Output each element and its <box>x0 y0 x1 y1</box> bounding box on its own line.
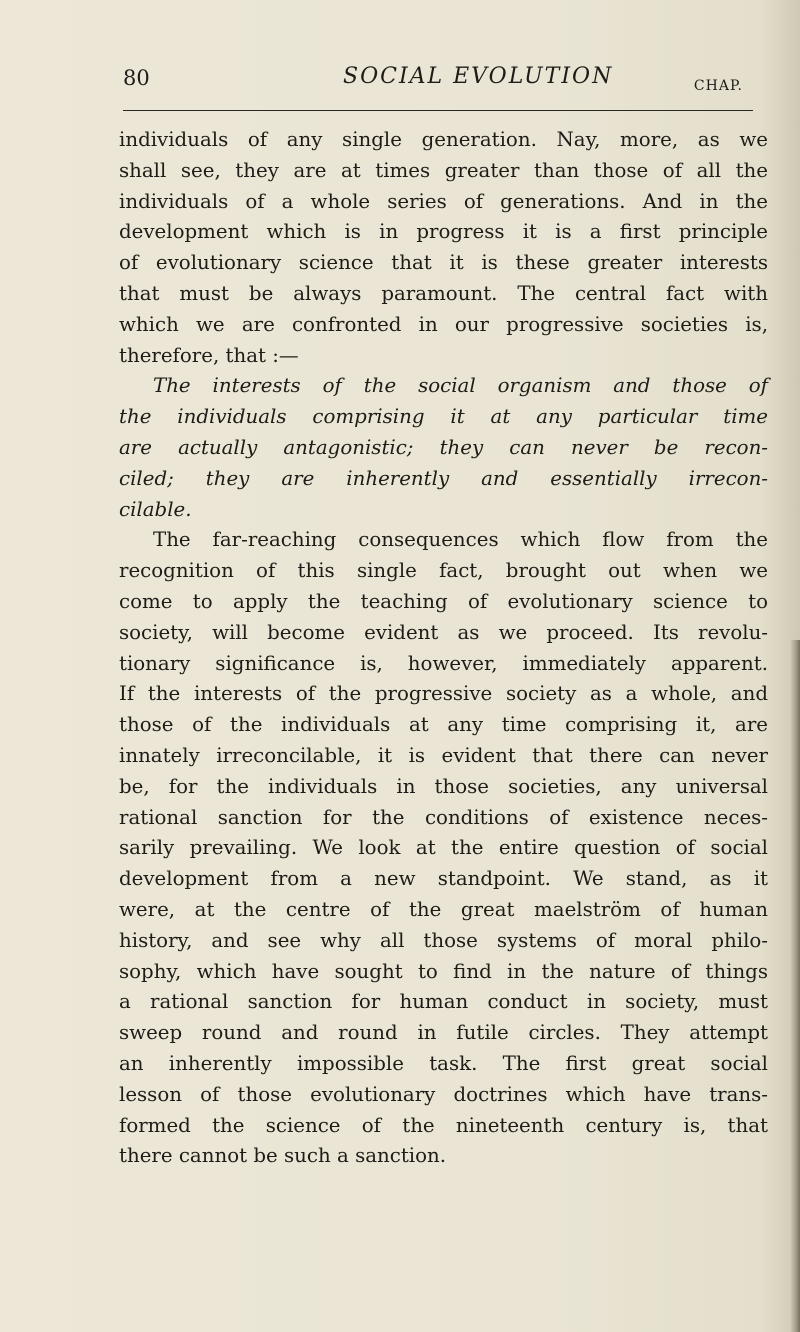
text-line: If the interests of the progressive society as a whole, and <box>119 682 768 706</box>
text-line: that must be always paramount. The central fact with <box>119 281 768 305</box>
text-line: be, for the individuals in those societies, any universal <box>119 774 768 798</box>
text-line: development from a new standpoint. We stand, as it <box>119 867 768 891</box>
italic-proposition-line: ciled; they are inherently and essentially irrecon- <box>119 466 768 490</box>
text-line: lesson of those evolutionary doctrines which have trans- <box>119 1082 768 1106</box>
italic-proposition-line: The interests of the social organism and those of <box>153 374 768 398</box>
text-line: of evolutionary science that it is these greater interests <box>119 251 768 275</box>
text-line: society, will become evident as we proceed. Its revolu- <box>119 620 768 644</box>
text-line: an inherently impossible task. The first great social <box>119 1051 768 1075</box>
text-line: tionary significance is, however, immediately apparent. <box>119 651 768 675</box>
chapter-label: CHAP. <box>693 78 743 94</box>
text-line: individuals of a whole series of generations. And in the <box>119 189 768 213</box>
italic-proposition-line: the individuals comprising it at any particular time <box>119 405 768 429</box>
text-line: there cannot be such a sanction. <box>119 1144 447 1168</box>
italic-proposition-line: are actually antagonistic; they can never be recon- <box>119 435 768 459</box>
text-line: which we are confronted in our progressive societies is, <box>119 312 768 336</box>
text-line: a rational sanction for human conduct in society, must <box>119 990 768 1014</box>
text-line: sarily prevailing. We look at the entire question of social <box>119 836 768 860</box>
text-line: sophy, which have sought to find in the nature of things <box>119 959 768 983</box>
text-line: sweep round and round in futile circles. They attempt <box>119 1021 768 1045</box>
text-line: therefore, that :— <box>119 343 299 367</box>
text-line: formed the science of the nineteenth century is, that <box>119 1113 768 1137</box>
text-line: were, at the centre of the great maelström of human <box>119 897 768 921</box>
text-line: innately irreconcilable, it is evident that there can never <box>119 743 768 767</box>
text-line: rational sanction for the conditions of existence neces- <box>119 805 768 829</box>
text-line: come to apply the teaching of evolutionary science to <box>119 589 768 613</box>
text-line: shall see, they are at times greater than those of all the <box>119 158 768 182</box>
body-text <box>119 125 768 1172</box>
text-line: The far-reaching consequences which flow from the <box>153 528 768 552</box>
running-title: SOCIAL EVOLUTION <box>343 64 614 89</box>
page-number: 80 <box>123 66 150 90</box>
page-header <box>123 60 753 110</box>
text-line: recognition of this single fact, brought out when we <box>119 559 768 583</box>
text-line: development which is in progress it is a first principle <box>119 220 768 244</box>
page-edge-shadow <box>790 640 800 1332</box>
text-line: individuals of any single generation. Nay, more, as we <box>119 128 768 151</box>
italic-proposition-line: cilable. <box>119 497 192 521</box>
header-rule <box>123 110 753 111</box>
text-line: those of the individuals at any time comprising it, are <box>119 713 768 737</box>
text-line: history, and see why all those systems of moral philo- <box>119 928 768 952</box>
